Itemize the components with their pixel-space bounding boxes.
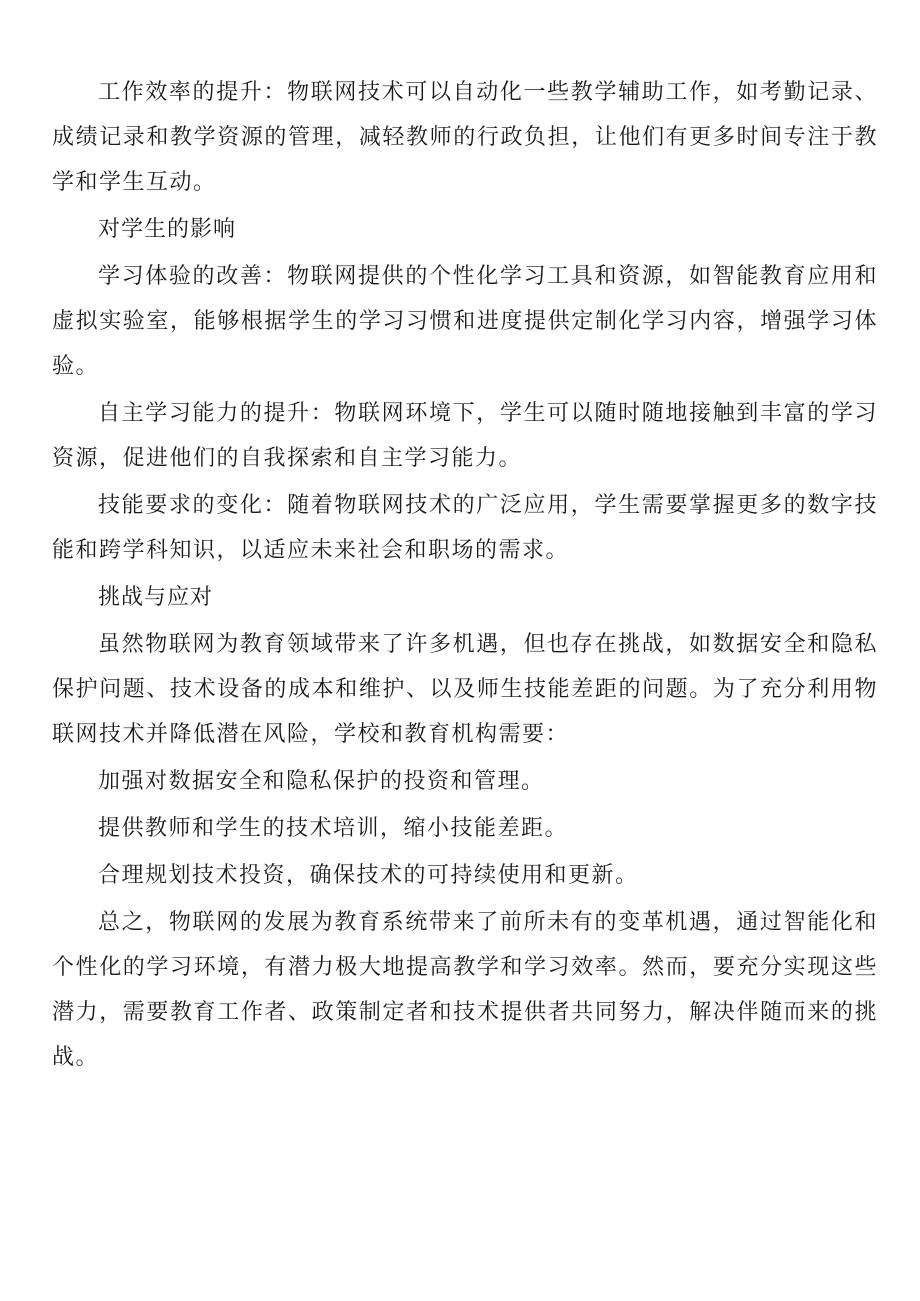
paragraph-self-learning: 自主学习能力的提升：物联网环境下，学生可以随时随地接触到丰富的学习资源，促进他们的自我探索和自主学习能力。 bbox=[52, 401, 878, 471]
list-item-training: 提供教师和学生的技术培训，缩小技能差距。 bbox=[98, 816, 569, 841]
list-item-data-security: 加强对数据安全和隐私保护的投资和管理。 bbox=[98, 769, 545, 794]
list-item-investment: 合理规划技术投资，确保技术的可持续使用和更新。 bbox=[98, 863, 639, 888]
paragraph-challenges-intro: 虽然物联网为教育领域带来了许多机遇，但也存在挑战，如数据安全和隐私保护问题、技术设备的成本和维护、以及师生技能差距的问题。为了充分利用物联网技术并降低潜在风险，学校和教育机构需要： bbox=[52, 632, 878, 747]
paragraph-conclusion: 总之，物联网的发展为教育系统带来了前所未有的变革机遇，通过智能化和个性化的学习环境，有潜力极大地提高教学和学习效率。然而，要充分实现这些潜力，需要教育工作者、政策制定者和技术提供者共同努力，解决伴随而来的挑战。 bbox=[52, 910, 878, 1070]
section-heading-challenges: 挑战与应对 bbox=[98, 585, 214, 610]
paragraph-skill-requirements: 技能要求的变化：随着物联网技术的广泛应用，学生需要掌握更多的数字技能和跨学科知识，以适应未来社会和职场的需求。 bbox=[52, 493, 878, 563]
section-heading-impact-on-students: 对学生的影响 bbox=[98, 217, 237, 242]
paragraph-learning-experience: 学习体验的改善：物联网提供的个性化学习工具和资源，如智能教育应用和虚拟实验室，能够根据学生的学习习惯和进度提供定制化学习内容，增强学习体验。 bbox=[52, 264, 878, 379]
paragraph-work-efficiency: 工作效率的提升：物联网技术可以自动化一些教学辅助工作，如考勤记录、成绩记录和教学资源的管理，减轻教师的行政负担，让他们有更多时间专注于教学和学生互动。 bbox=[52, 80, 878, 195]
document-page bbox=[52, 70, 878, 1082]
